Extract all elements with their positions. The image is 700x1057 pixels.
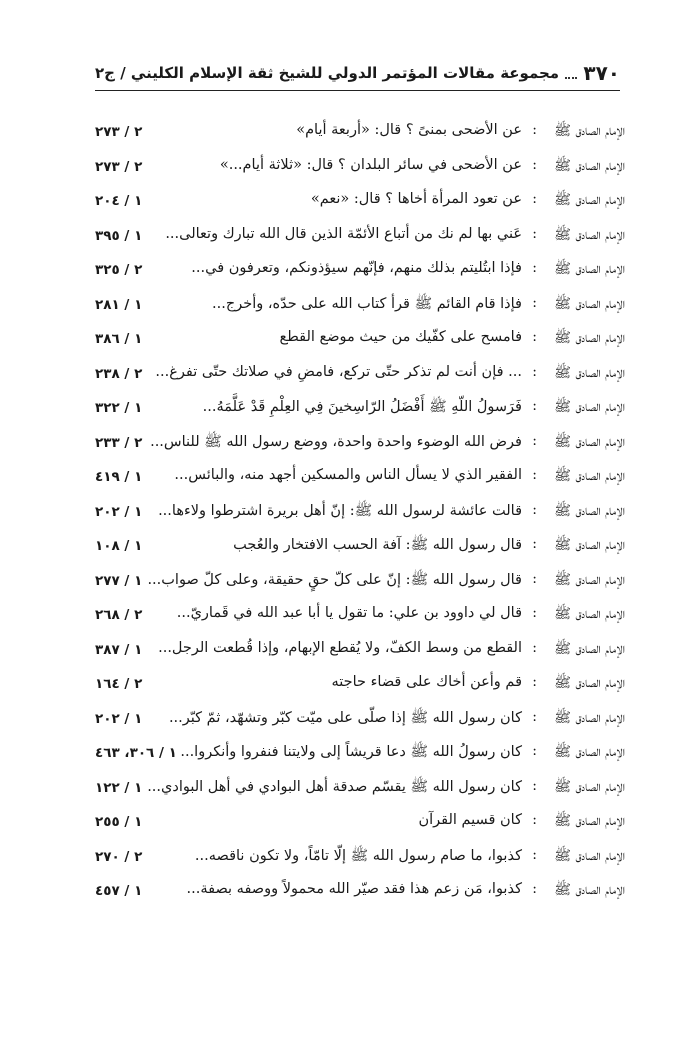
volume-page-reference: ١ / ٢٥٥ xyxy=(95,814,143,830)
volume-page-reference: ١ / ٣٩٥ xyxy=(95,227,143,244)
separator-colon: : xyxy=(532,156,537,173)
hadith-excerpt: عن الأضحى في سائر البلدان ؟ قال: «ثلاثة أيام...» xyxy=(219,156,522,173)
volume-page-reference: ١ / ٤٥٧ xyxy=(95,883,143,899)
speaker-name: الإمام الصادق ﷺ xyxy=(554,226,625,243)
speaker-name: الإمام الصادق ﷺ xyxy=(554,537,625,553)
header-divider xyxy=(95,90,620,91)
separator-colon: : xyxy=(532,812,537,828)
separator-colon: : xyxy=(532,743,537,759)
hadith-excerpt: فرض الله الوضوء واحدة واحدة، ووضع رسول الله ﷺ للناس... xyxy=(150,433,522,450)
index-row xyxy=(95,293,625,328)
index-row xyxy=(95,569,625,604)
speaker-name: الإمام الصادق ﷺ xyxy=(554,813,625,829)
header-leader-dots xyxy=(565,63,577,79)
speaker-name: الإمام الصادق ﷺ xyxy=(554,123,625,139)
separator-colon: : xyxy=(532,777,537,794)
index-row xyxy=(95,189,625,224)
index-row xyxy=(95,362,625,397)
hadith-excerpt: قالت عائشة لرسول الله ﷺ: إنّ أهل بريرة اشترطوا ولاءها... xyxy=(158,502,522,519)
volume-page-reference: ١ / ٣٢٢ xyxy=(95,400,143,416)
hadith-excerpt: فامسح على كفّيك من حيث موضع القطع xyxy=(279,329,522,345)
separator-colon: : xyxy=(532,225,537,242)
speaker-name: الإمام الصادق ﷺ xyxy=(554,606,625,622)
separator-colon: : xyxy=(532,674,537,690)
index-row xyxy=(95,776,625,811)
speaker-name: الإمام الصادق ﷺ xyxy=(554,744,625,760)
separator-colon: : xyxy=(532,363,537,380)
speaker-name: الإمام الصادق ﷺ xyxy=(554,261,625,277)
index-row xyxy=(95,810,625,845)
separator-colon: : xyxy=(532,708,537,725)
hadith-excerpt: عَني بها لم نك من أتباع الأئمّة الذين قال الله تبارك وتعالى... xyxy=(165,225,522,242)
index-row xyxy=(95,327,625,362)
separator-colon: : xyxy=(532,122,537,138)
separator-colon: : xyxy=(532,639,537,656)
volume-page-reference: ٢ / ٢٣٨ xyxy=(95,365,143,382)
separator-colon: : xyxy=(532,432,537,449)
hadith-excerpt: فَرَسولُ اللّهِ ﷺ أَفْضَلُ الرّاسِخينَ فِي العِلْمِ قَدْ عَلَّمَهُ... xyxy=(202,399,522,415)
separator-colon: : xyxy=(532,191,537,207)
volume-page-reference: ١ / ٣٨٦ xyxy=(95,331,143,347)
hadith-excerpt: عن الأضحى بمنىً ؟ قال: «أربعة أيام» xyxy=(296,122,522,138)
hadith-excerpt: عن تعود المرأة أخاها ؟ قال: «نعم» xyxy=(310,191,522,207)
volume-page-reference: ١ / ٢٠٢ xyxy=(95,503,143,520)
volume-page-reference: ٢ / ٢٦٨ xyxy=(95,607,143,623)
hadith-excerpt: كان رسول الله ﷺ إذا صلّى على ميّت كبّر وتشهّد، ثمّ كبّر... xyxy=(168,709,522,726)
volume-page-reference: ٢ / ٢٧٣ xyxy=(95,124,143,140)
index-row xyxy=(95,465,625,500)
index-row xyxy=(95,534,625,569)
separator-colon: : xyxy=(532,467,537,483)
index-row xyxy=(95,155,625,190)
separator-colon: : xyxy=(532,605,537,621)
separator-colon: : xyxy=(532,329,537,345)
speaker-name: الإمام الصادق ﷺ xyxy=(554,468,625,484)
volume-page-reference: ١ / ٢٠٤ xyxy=(95,193,143,209)
speaker-name: الإمام الصادق ﷺ xyxy=(554,399,625,415)
separator-colon: : xyxy=(532,501,537,518)
separator-colon: : xyxy=(532,536,537,552)
speaker-name: الإمام الصادق ﷺ xyxy=(554,295,625,312)
volume-page-reference: ١ / ٣٨٧ xyxy=(95,641,143,658)
volume-page-reference: ٢ / ٣٢٥ xyxy=(95,262,143,278)
hadith-excerpt: كذبوا، ما صام رسول الله ﷺ إلّا تامّاً، ولا تكون ناقصه... xyxy=(194,847,522,864)
speaker-name: الإمام الصادق ﷺ xyxy=(554,709,625,726)
speaker-name: الإمام الصادق ﷺ xyxy=(554,571,625,588)
index-list xyxy=(95,120,625,914)
volume-page-reference: ١ / ٢٨١ xyxy=(95,296,143,313)
hadith-excerpt: كان رسولُ الله ﷺ دعا قريشاً إلى ولايتنا فنفروا وأنكروا... xyxy=(180,744,522,760)
index-row xyxy=(95,707,625,742)
hadith-excerpt: فإذا قام القائم ﷺ قرأ كتاب الله على حدّه، وأخرج... xyxy=(212,295,522,312)
page-header xyxy=(95,60,620,86)
separator-colon: : xyxy=(532,294,537,311)
speaker-name: الإمام الصادق ﷺ xyxy=(554,640,625,657)
volume-page-reference: ١ / ٢٧٧ xyxy=(95,572,143,589)
speaker-name: الإمام الصادق ﷺ xyxy=(554,847,625,864)
hadith-excerpt: ... فإن أنت لم تذكر حتّى تركع، فامضِ في صلاتك حتّى تفرغ... xyxy=(155,363,522,380)
volume-page-reference: ١ / ٢٠٢ xyxy=(95,710,143,727)
hadith-excerpt: قم وأعن أخاك على قضاء حاجته xyxy=(331,674,522,690)
hadith-excerpt: قال لي داوود بن علي: ما تقول يا أبا عبد الله في قَماريّ... xyxy=(176,605,522,621)
speaker-name: الإمام الصادق ﷺ xyxy=(554,502,625,519)
separator-colon: : xyxy=(532,846,537,863)
index-row xyxy=(95,638,625,673)
separator-colon: : xyxy=(532,570,537,587)
volume-page-reference: ٢ / ٢٧٣ xyxy=(95,158,143,175)
hadith-excerpt: فإذا ابتُليتم بذلك منهم، فإنّهم سيؤذونكم، وتعرفون في... xyxy=(191,260,522,276)
hadith-excerpt: قال رسول الله ﷺ: آفة الحسب الافتخار والعُجب xyxy=(233,537,522,553)
separator-colon: : xyxy=(532,398,537,414)
volume-page-reference: ١ / ١٢٢ xyxy=(95,779,143,796)
index-row xyxy=(95,845,625,880)
index-row xyxy=(95,258,625,293)
volume-page-reference: ٢ / ٢٧٠ xyxy=(95,848,143,865)
hadith-excerpt: الفقير الذي لا يسأل الناس والمسكين أجهد منه، والبائس... xyxy=(174,467,522,483)
index-row xyxy=(95,224,625,259)
volume-page-reference: ٢ / ١٦٤ xyxy=(95,676,143,692)
volume-page-reference: ٢ / ٢٣٣ xyxy=(95,434,143,451)
volume-page-reference: ١ / ٤١٩ xyxy=(95,469,143,485)
speaker-name: الإمام الصادق ﷺ xyxy=(554,675,625,691)
speaker-name: الإمام الصادق ﷺ xyxy=(554,364,625,381)
hadith-excerpt: قال رسول الله ﷺ: إنّ على كلّ حقٍ حقيقة، وعلى كلّ صواب... xyxy=(147,571,522,588)
volume-page-reference: ١ / ٣٠٦، ٤٦٣ xyxy=(95,745,177,761)
index-row xyxy=(95,603,625,638)
index-row xyxy=(95,431,625,466)
speaker-name: الإمام الصادق ﷺ xyxy=(554,778,625,795)
index-row xyxy=(95,120,625,155)
speaker-name: الإمام الصادق ﷺ xyxy=(554,882,625,898)
speaker-name: الإمام الصادق ﷺ xyxy=(554,157,625,174)
speaker-name: الإمام الصادق ﷺ xyxy=(554,330,625,346)
index-row xyxy=(95,879,625,914)
hadith-excerpt: القطع من وسط الكفّ، ولا يُقطع الإبهام، وإذا قُطعت الرجل... xyxy=(158,639,522,656)
hadith-excerpt: كذبوا، مَن زعم هذا فقد صيّر الله محمولاً ووصفه بصفة... xyxy=(186,881,522,897)
index-row xyxy=(95,672,625,707)
separator-colon: : xyxy=(532,260,537,276)
speaker-name: الإمام الصادق ﷺ xyxy=(554,433,625,450)
hadith-excerpt: كان رسول الله ﷺ يقسّم صدقة أهل البوادي في أهل البوادي... xyxy=(147,778,522,795)
index-row xyxy=(95,741,625,776)
index-row xyxy=(95,500,625,535)
speaker-name: الإمام الصادق ﷺ xyxy=(554,192,625,208)
index-row xyxy=(95,396,625,431)
separator-colon: : xyxy=(532,881,537,897)
page-number: ٣٧٠ xyxy=(583,61,620,85)
running-title: مجموعة مقالات المؤتمر الدولي للشيخ ثقة الإسلام الكليني / ج٢ xyxy=(95,64,560,82)
volume-page-reference: ١ / ١٠٨ xyxy=(95,538,143,554)
hadith-excerpt: كان قسيم القرآن xyxy=(418,812,522,828)
